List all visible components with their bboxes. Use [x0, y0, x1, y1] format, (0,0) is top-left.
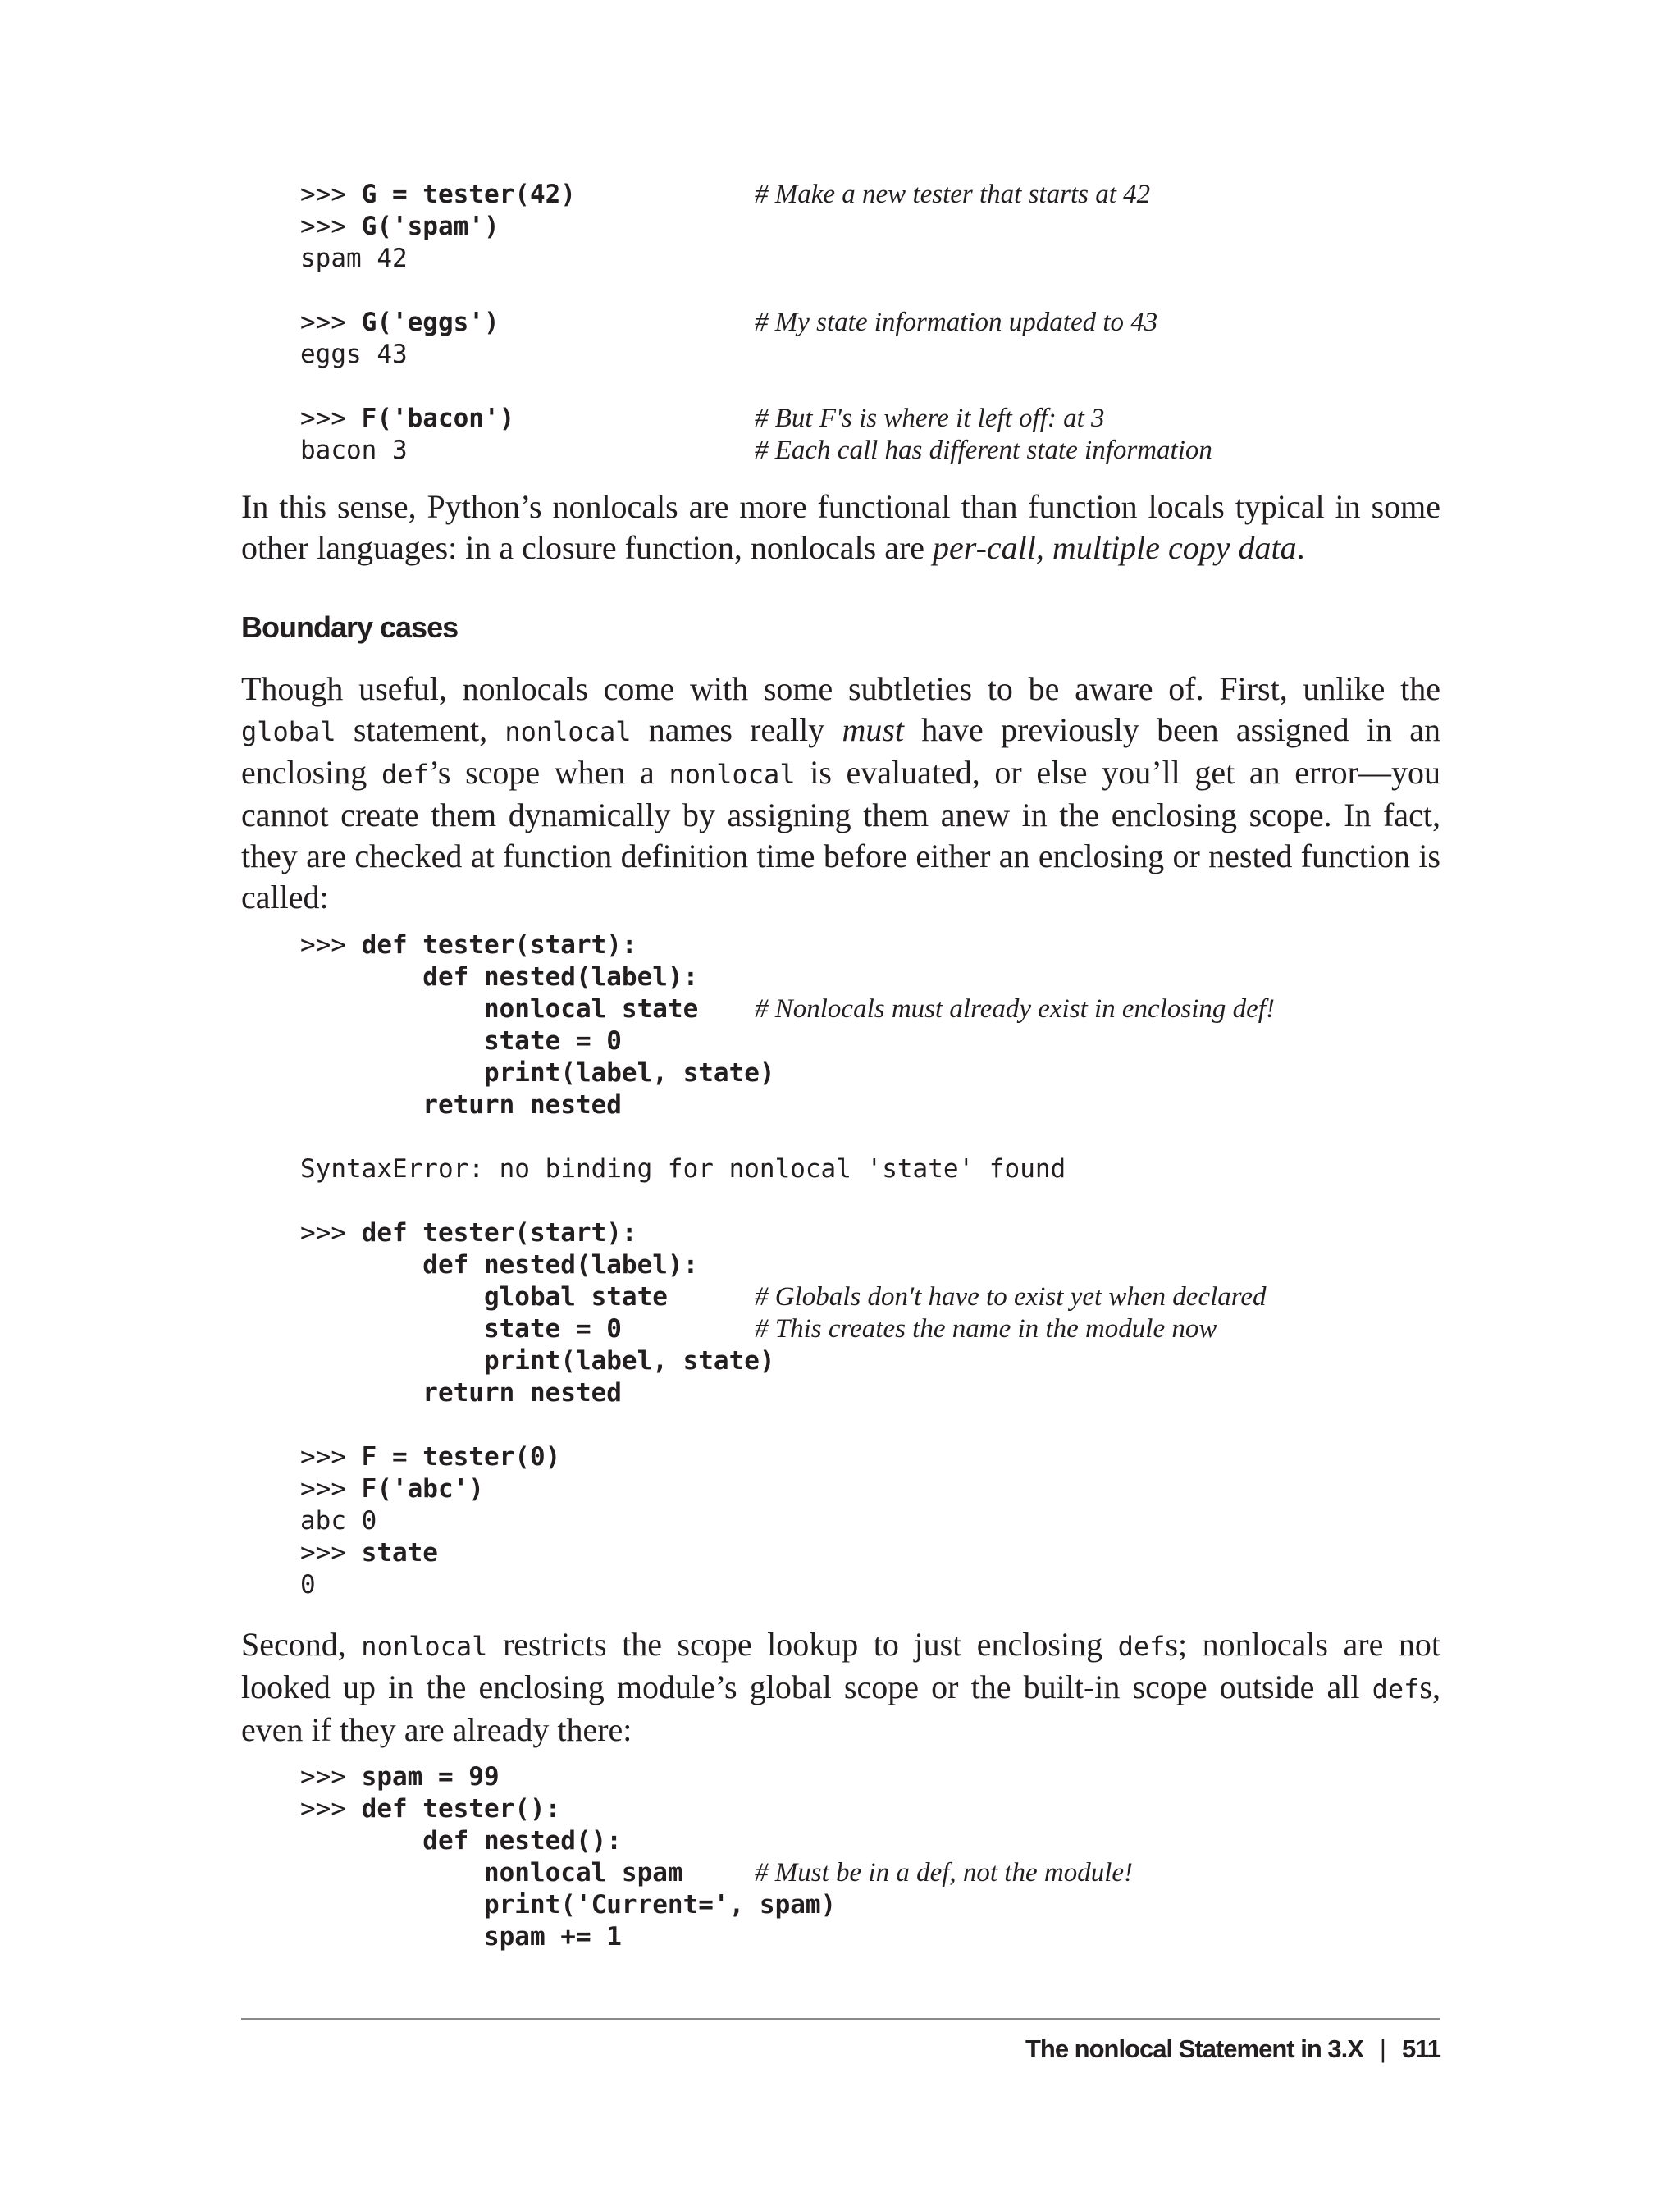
code-line [300, 1505, 1066, 1537]
code-line [300, 1089, 1066, 1121]
page-footer [1025, 2034, 1440, 2064]
prompt: >>> [300, 1218, 362, 1248]
code-line [300, 179, 1151, 211]
paragraph-subtleties: Though useful, nonlocals come with some subtleties to be aware of. First, unlike the global statement, nonlocal names really must have previously been assigned in an enclosing def’s scope when a nonlocal is evaluated, or else you’ll get an error—you cannot create them dynamically by assigning them anew in the enclosing scope. In fact, they are checked at function definition time before either an enclosing or nested function is called: [241, 670, 1440, 915]
code-input: nonlocal spam [300, 1858, 683, 1888]
prompt: >>> [300, 1442, 362, 1472]
code-output: eggs 43 [300, 340, 408, 369]
code-comment: # Each call has different state information [755, 436, 1212, 465]
code-block-1 [300, 179, 1212, 467]
code-line [300, 275, 576, 307]
code-input: def nested(label): [300, 962, 699, 992]
section-heading: Boundary cases [241, 610, 459, 644]
code-line [300, 1025, 1066, 1057]
code-line [300, 1153, 1066, 1185]
code-line [300, 1793, 836, 1825]
prompt: >>> [300, 1762, 362, 1792]
code-input: G = tester(42) [361, 180, 576, 209]
code-input: return nested [300, 1378, 622, 1408]
code-comment: # Nonlocals must already exist in enclosing def! [755, 994, 1275, 1024]
code-comment: # My state information updated to 43 [755, 308, 1158, 337]
footer-rule [241, 2018, 1440, 2020]
code-input: state [361, 1538, 438, 1568]
prompt: >>> [300, 1474, 362, 1504]
code-line [300, 1345, 1066, 1377]
code-comment: # Must be in a def, not the module! [755, 1858, 1134, 1888]
code-line [300, 929, 1066, 961]
code-line [300, 1313, 1217, 1345]
prompt: >>> [300, 930, 362, 960]
code-block-2 [300, 929, 1275, 1601]
code-line [300, 1409, 1066, 1441]
code-line [300, 1537, 1066, 1569]
code-input: F('bacon') [361, 404, 515, 433]
code-line [300, 1761, 836, 1793]
prompt: >>> [300, 308, 362, 337]
code-line [300, 1249, 1066, 1281]
footer-separator: | [1379, 2034, 1386, 2063]
code-line [300, 1889, 836, 1921]
code-output: 0 [300, 1570, 316, 1600]
code-input: print(label, state) [300, 1058, 775, 1088]
code-line [300, 1473, 1066, 1505]
code-line [300, 1185, 1066, 1217]
code-line [300, 1857, 1134, 1889]
code-input: return nested [300, 1090, 622, 1120]
code-line [300, 1121, 1066, 1153]
code-line [300, 1057, 1066, 1089]
code-output: abc 0 [300, 1506, 377, 1536]
code-comment: # This creates the name in the module now [755, 1314, 1217, 1344]
code-input: state = 0 [300, 1026, 622, 1056]
code-line [300, 1217, 1066, 1249]
code-line [300, 243, 576, 275]
code-line [300, 403, 1105, 435]
code-block-3 [300, 1761, 1134, 1953]
code-line [300, 1921, 836, 1953]
prompt: >>> [300, 1794, 362, 1824]
code-output: SyntaxError: no binding for nonlocal 'state' found [300, 1154, 1066, 1184]
code-line [300, 339, 576, 371]
code-comment: # Globals don't have to exist yet when declared [755, 1282, 1267, 1312]
paragraph-closure-state: In this sense, Python’s nonlocals are more functional than function locals typical in some other languages: in a closure function, nonlocals are per-call, multiple copy data. [241, 488, 1440, 566]
code-input: spam = 99 [361, 1762, 500, 1792]
code-line [300, 1281, 1267, 1313]
code-input: G('spam') [361, 212, 500, 241]
code-line [300, 1377, 1066, 1409]
code-line [300, 435, 1212, 467]
code-line [300, 307, 1158, 339]
code-input: nonlocal state [300, 994, 699, 1024]
code-input: def tester(start): [361, 930, 637, 960]
page-number: 511 [1401, 2034, 1440, 2063]
code-line [300, 1569, 1066, 1601]
code-input: global state [300, 1282, 668, 1312]
code-line [300, 371, 576, 403]
code-line [300, 211, 576, 243]
code-input: spam += 1 [300, 1922, 622, 1952]
code-line [300, 961, 1066, 993]
prompt: >>> [300, 212, 362, 241]
paragraph-scope-lookup: Second, nonlocal restricts the scope lookup to just enclosing defs; nonlocals are not looked up in the enclosing module’s global scope or the built-in scope outside all defs, even if they are already there: [241, 1626, 1440, 1748]
code-input: state = 0 [300, 1314, 622, 1344]
code-input: def nested(): [300, 1826, 622, 1856]
code-line [300, 1825, 836, 1857]
prompt: >>> [300, 180, 362, 209]
code-output: bacon 3 [300, 436, 408, 465]
code-line [300, 1441, 1066, 1473]
code-input: F('abc') [361, 1474, 484, 1504]
code-comment: # Make a new tester that starts at 42 [755, 180, 1151, 209]
code-comment: # But F's is where it left off: at 3 [755, 404, 1105, 433]
code-input: def nested(label): [300, 1250, 699, 1280]
code-input: F = tester(0) [361, 1442, 561, 1472]
code-input: print('Current=', spam) [300, 1890, 837, 1920]
code-input: G('eggs') [361, 308, 500, 337]
code-output: spam 42 [300, 244, 408, 273]
code-input: def tester(): [361, 1794, 561, 1824]
code-input: def tester(start): [361, 1218, 637, 1248]
prompt: >>> [300, 1538, 362, 1568]
code-line [300, 993, 1275, 1025]
code-input: print(label, state) [300, 1346, 775, 1376]
running-header: The nonlocal Statement in 3.X [1025, 2034, 1363, 2063]
prompt: >>> [300, 404, 362, 433]
